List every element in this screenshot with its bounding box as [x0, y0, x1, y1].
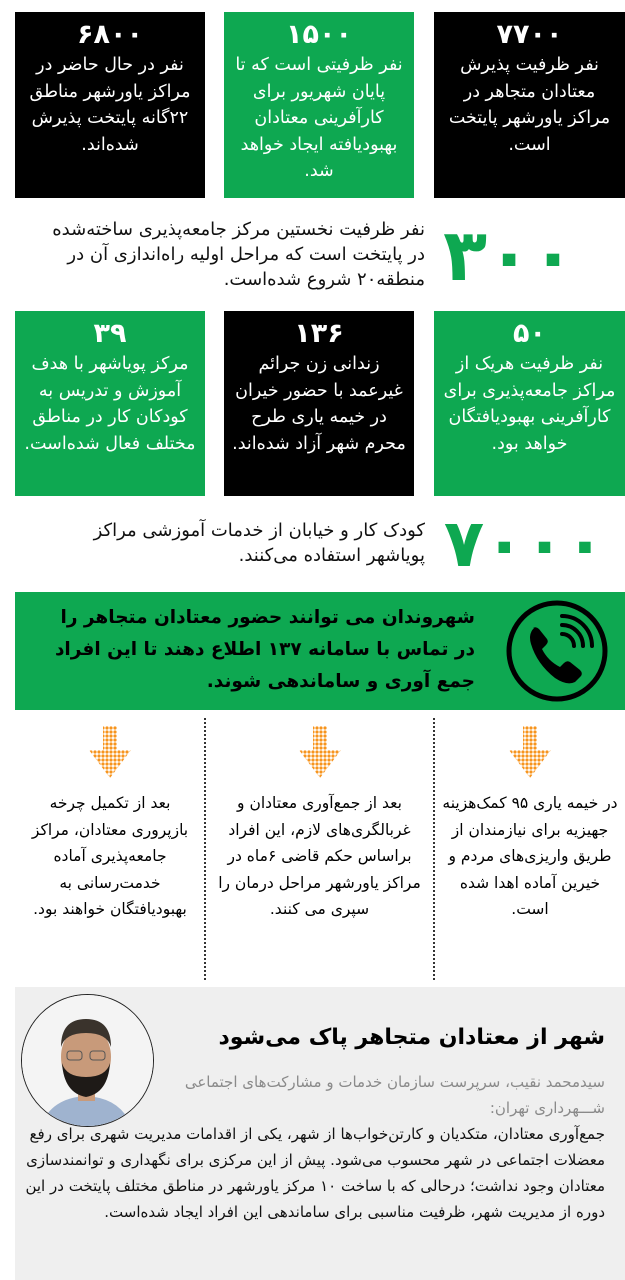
- interview-body-text: جمع‌آوری معتادان، متکدیان و کارتن‌خواب‌ها از شهر، یکی از اقدامات مدیریت شهری برای رفع معضلات اجتماعی در شهر محسوب می‌شود. پیش از این مرکزی برای نگهداری و توانمندسازی معتادان وجود نداشت؛ درحالی که با ساخت ۱۰ مرکز یاورشهر در مناطق مختلف پایتخت در این دوره از مدیریت شهر، ظرفیت مناسبی برای ساماندهی این افراد ایجاد شده‌است.: [25, 1125, 605, 1221]
- step-column: [212, 720, 427, 982]
- stat-text: نفر ظرفیت پذیرش معتادان متجاهر در مراکز یاورشهر پایتخت است.: [448, 55, 611, 155]
- interview-body: [25, 1121, 605, 1225]
- stat-number: ۷۷۰۰: [496, 19, 563, 50]
- stat-number: ۳۹: [93, 318, 127, 349]
- highlight-300: [0, 205, 625, 305]
- highlight-number: ۳۰۰: [443, 213, 575, 297]
- column-divider: [433, 718, 435, 980]
- step-text: بعد از تکمیل چرخه بازپروری معتادان، مراکز جامعه‌پذیری آماده خدمت‌رسانی به بهبودیافتگان خواهند بود.: [31, 794, 189, 918]
- stat-number: ۱۳۶: [294, 318, 344, 349]
- avatar: [21, 994, 154, 1127]
- step-text: در خیمه یاری ۹۵ کمک‌هزینه جهیزیه برای نیازمندان از طریق واریزی‌های مردم و خیرین آماده اهدا شده است.: [442, 794, 618, 918]
- stat-box-39: [15, 311, 205, 496]
- highlight-text: کودک کار و خیابان از خدمات آموزشی مراکز پویاشهر استفاده می‌کنند.: [93, 520, 425, 566]
- step-text: بعد از جمع‌آوری معتادان و غربالگری‌های لازم، این افراد براساس حکم قاضی ۶ماه در مراکز یاورشهر مراحل درمان را سپری می کنند.: [218, 794, 421, 918]
- stat-text: نفر ظرفیتی است که تا پایان شهریور برای کارآفرینی معتادان بهبودیافته ایجاد خواهد شد.: [235, 55, 403, 181]
- stat-number: ۶۸۰۰: [77, 19, 143, 50]
- stat-box-6800: [15, 12, 205, 198]
- stat-text: زندانی زن جرائم غیرعمد با حضور خیران در خیمه یاری طرح محرم شهر آزاد شده‌اند.: [232, 354, 406, 454]
- arrow-down-icon: [299, 726, 341, 778]
- banner-text: شهروندان می توانند حضور معتادان متجاهر را در تماس با سامانه ۱۳۷ اطلاع دهند تا این افراد جمع آوری و ساماندهی شوند.: [54, 607, 475, 692]
- interview-headline: شهر از معتادان متجاهر پاک می‌شود: [218, 1025, 605, 1050]
- phone-icon: [504, 598, 610, 704]
- interview-author: سیدمحمد نقیب، سرپرست سازمان خدمات و مشارکت‌های اجتماعی شـــهرداری تهران:: [184, 1073, 605, 1117]
- highlight-7000: [0, 500, 625, 588]
- step-column: [440, 720, 620, 982]
- step-column: [20, 720, 200, 982]
- stat-number: ۵۰: [513, 318, 546, 349]
- column-divider: [204, 718, 206, 980]
- arrow-down-icon: [89, 726, 131, 778]
- stat-text: نفر ظرفیت هریک از مراکز جامعه‌پذیری برای کارآفرینی بهبودیافتگان خواهد بود.: [443, 354, 616, 454]
- stat-number: ۱۵۰۰: [286, 19, 352, 50]
- arrow-down-icon: [509, 726, 551, 778]
- highlight-text: نفر ظرفیت نخستین مرکز جامعه‌پذیری ساخته‌شده در پایتخت است که مراحل اولیه راه‌اندازی آن در منطقه۲۰ شروع شده‌است.: [52, 219, 425, 290]
- stat-box-50: [434, 311, 625, 496]
- stat-box-136: [224, 311, 414, 496]
- stat-box-7700: [434, 12, 625, 198]
- highlight-number: ۷۰۰۰: [443, 505, 605, 582]
- interview-section: [15, 987, 625, 1280]
- stat-box-1500: [224, 12, 414, 198]
- hotline-banner: [15, 592, 625, 710]
- stat-text: مرکز پویاشهر با هدف آموزش و تدریس به کودکان کار در مناطق مختلف فعال شده‌است.: [24, 354, 196, 454]
- stat-text: نفر در حال حاضر در مراکز یاورشهر مناطق ۲۲گانه پایتخت پذیرش شده‌اند.: [29, 55, 191, 155]
